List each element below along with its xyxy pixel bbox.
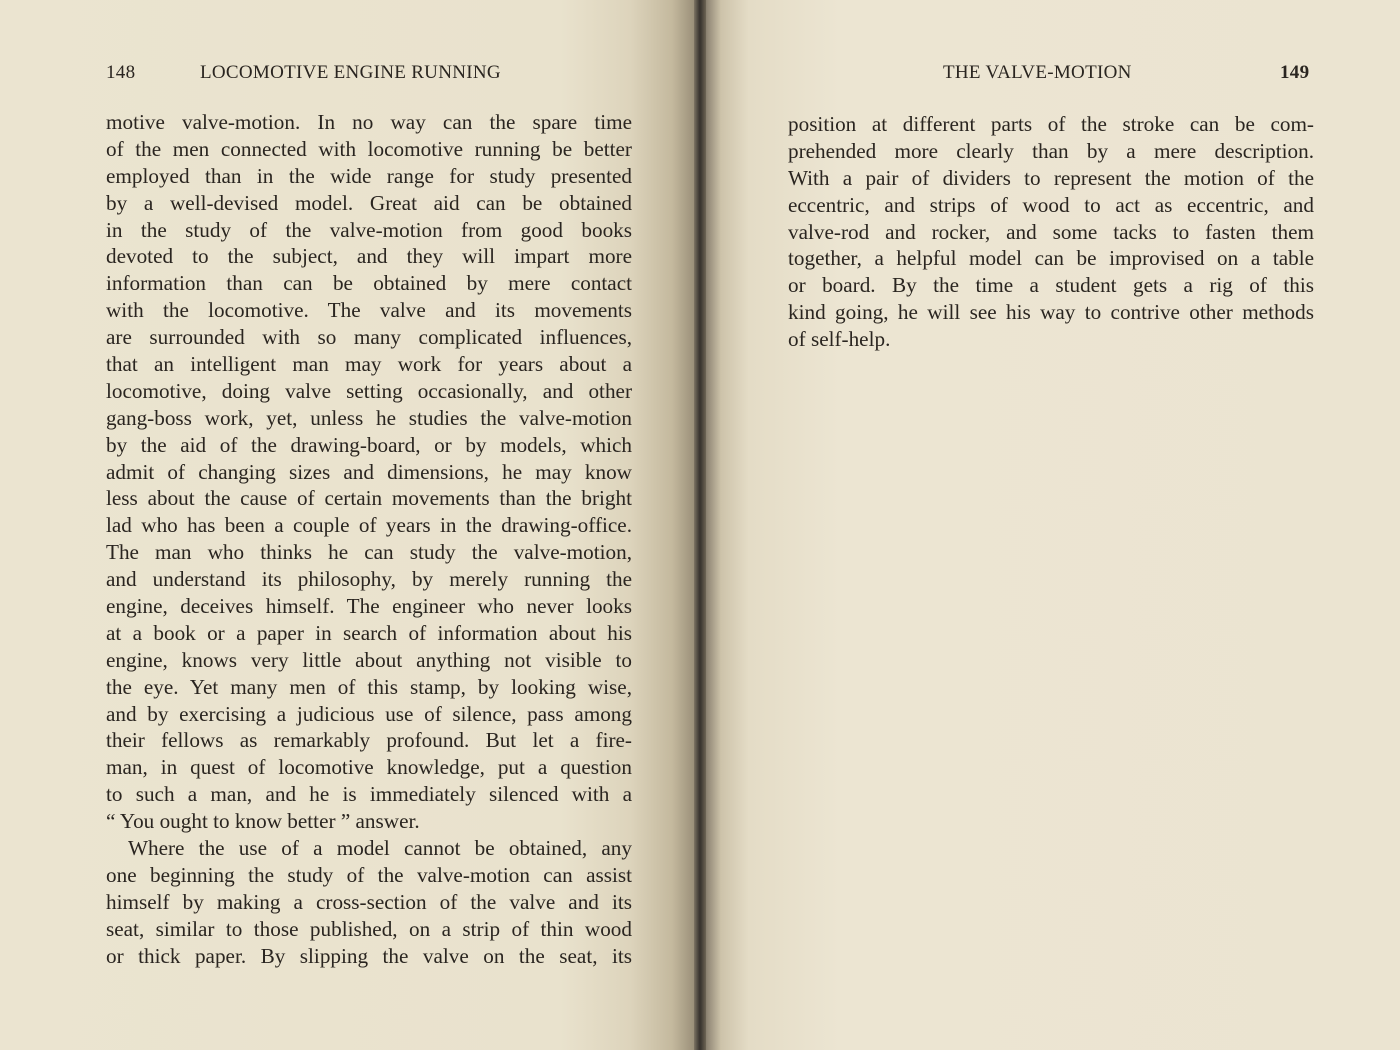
- text-line: employed than in the wide range for study presented: [106, 163, 632, 188]
- paragraph: [106, 835, 632, 969]
- paragraph: [788, 111, 1314, 353]
- text-line: and understand its philosophy, by merely running the: [106, 567, 632, 592]
- page-body-text: [788, 111, 1314, 353]
- book-gutter: [694, 0, 706, 1050]
- text-line: together, a helpful model can be improvised on a table: [788, 246, 1314, 271]
- text-line: lad who has been a couple of years in the drawing-office.: [106, 513, 632, 538]
- page-number: 148: [106, 62, 136, 83]
- text-line: gang-boss work, yet, unless he studies the valve-motion: [106, 405, 632, 430]
- text-line: seat, similar to those published, on a strip of thin wood: [106, 916, 632, 941]
- text-line: their fellows as remarkably profound. But let a fire-: [106, 728, 632, 753]
- text-line: locomotive, doing valve setting occasionally, and other: [106, 378, 632, 403]
- text-line: engine, knows very little about anything not visible to: [106, 647, 632, 672]
- right-page: [700, 0, 1400, 1050]
- text-line: and by exercising a judicious use of silence, pass among: [106, 701, 632, 726]
- text-line: admit of changing sizes and dimensions, he may know: [106, 459, 632, 484]
- text-line: motive valve-motion. In no way can the spare time: [106, 110, 632, 134]
- page-body-text: [106, 109, 632, 970]
- text-line: by the aid of the drawing-board, or by models, which: [106, 432, 632, 457]
- text-line: devoted to the subject, and they will impart more: [106, 244, 632, 269]
- text-line: one beginning the study of the valve-motion can assist: [106, 862, 632, 887]
- text-line: with the locomotive. The valve and its movements: [106, 298, 632, 323]
- text-line: kind going, he will see his way to contrive other methods: [788, 300, 1314, 325]
- text-line: in the study of the valve-motion from good books: [106, 217, 632, 242]
- text-line: Where the use of a model cannot be obtained, any: [128, 836, 632, 861]
- text-line: information than can be obtained by mere contact: [106, 271, 632, 296]
- text-line: by a well-devised model. Great aid can be obtained: [106, 190, 632, 215]
- text-line: or board. By the time a student gets a rig of this: [788, 273, 1314, 298]
- text-line: at a book or a paper in search of information about his: [106, 620, 632, 645]
- running-head: LOCOMOTIVE ENGINE RUNNING: [200, 62, 501, 83]
- text-line: that an intelligent man may work for years about a: [106, 352, 632, 377]
- text-line: of self-help.: [788, 327, 891, 352]
- text-line: The man who thinks he can study the valve-motion,: [106, 540, 632, 565]
- text-line: man, in quest of locomotive knowledge, put a question: [106, 755, 632, 780]
- running-head: THE VALVE-MOTION: [943, 62, 1132, 83]
- text-line: himself by making a cross-section of the valve and its: [106, 889, 632, 914]
- text-line: valve-rod and rocker, and some tacks to fasten them: [788, 219, 1314, 244]
- text-line: position at different parts of the stroke can be com-: [788, 112, 1314, 136]
- text-line: the eye. Yet many men of this stamp, by looking wise,: [106, 674, 632, 699]
- text-line: eccentric, and strips of wood to act as eccentric, and: [788, 192, 1314, 217]
- text-line: less about the cause of certain movements than the bright: [106, 486, 632, 511]
- text-line: “ You ought to know better ” answer.: [106, 809, 420, 834]
- text-line: prehended more clearly than by a mere description.: [788, 138, 1314, 163]
- text-line: of the men connected with locomotive running be better: [106, 136, 632, 161]
- page-number: 149: [1280, 62, 1310, 83]
- paragraph: [106, 109, 632, 835]
- text-line: engine, deceives himself. The engineer who never looks: [106, 594, 632, 619]
- text-line: or thick paper. By slipping the valve on the seat, its: [106, 943, 632, 968]
- text-line: to such a man, and he is immediately silenced with a: [106, 782, 632, 807]
- text-line: With a pair of dividers to represent the motion of the: [788, 165, 1314, 190]
- text-line: are surrounded with so many complicated influences,: [106, 325, 632, 350]
